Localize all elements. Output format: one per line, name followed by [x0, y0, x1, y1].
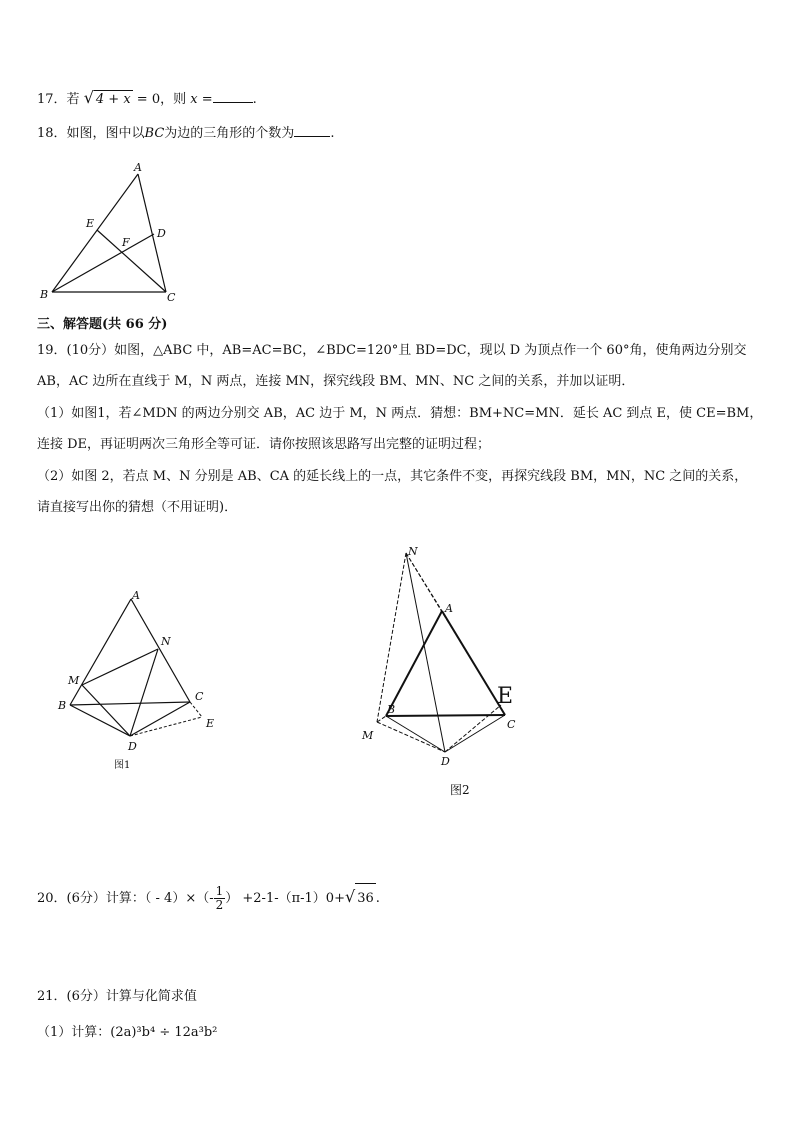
label-C: C — [167, 291, 176, 304]
q17-eq: = — [197, 92, 213, 107]
q18-bc: BC — [144, 126, 165, 141]
q18-rest: 为边的三角形的个数为 — [164, 126, 295, 141]
label-E: E — [86, 217, 95, 230]
answer-blank — [213, 90, 253, 103]
question-17 — [37, 89, 257, 109]
question-20 — [37, 882, 380, 912]
q19-line-3: （1）如图1，若∠MDN 的两边分别交 AB，AC 边于 M，N 两点．猜想：BM+NC=MN．延长 AC 到点 E，使 CE=BM， — [37, 406, 763, 421]
figure-18 — [36, 158, 186, 306]
label-D: D — [128, 740, 137, 753]
q20-pre: 20．(6分）计算：（ - 4）×（- — [37, 891, 214, 906]
q17-number: 17．若 — [37, 92, 80, 107]
radical-sign: √ — [83, 88, 94, 107]
q19-line-5: （2）如图 2，若点 M、N 分别是 AB、CA 的延长线上的一点，其它条件不变，再探究线段 BM，MN，NC 之间的关系， — [37, 469, 748, 484]
q18-end: . — [330, 126, 335, 141]
fraction-denominator: 2 — [215, 898, 224, 912]
label-M: M — [68, 674, 80, 687]
label-D: D — [441, 755, 450, 768]
figure-1 — [50, 585, 230, 780]
label-A: A — [134, 161, 142, 174]
figure-2-caption: 图2 — [450, 783, 470, 797]
q18-number: 18．如图，图中以 — [37, 126, 145, 141]
fraction-numerator: 1 — [215, 884, 224, 898]
section-heading: 三、解答题(共 66 分) — [37, 317, 168, 332]
label-E: E — [497, 684, 514, 709]
label-N: N — [408, 545, 418, 558]
label-N: N — [161, 635, 171, 648]
q20-radicand: 36 — [355, 883, 376, 914]
question-18 — [37, 124, 334, 143]
q21-title: 21．(6分）计算与化简求值 — [37, 989, 197, 1004]
label-B: B — [58, 699, 67, 712]
radical-sign: √ — [344, 887, 356, 906]
figure-1-caption: 图1 — [114, 760, 131, 771]
label-D: D — [157, 227, 166, 240]
q17-var: x — [190, 92, 198, 107]
label-A: A — [132, 589, 140, 602]
q19-line-4: 连接 DE，再证明两次三角形全等可证．请你按照该思路写出完整的证明过程； — [37, 437, 491, 452]
label-C: C — [195, 690, 204, 703]
q19-line-6: 请直接写出你的猜想（不用证明)． — [37, 500, 238, 515]
label-F: F — [122, 236, 130, 249]
q19-line-2: AB，AC 边所在直线于 M，N 两点，连接 MN，探究线段 BM、MN、NC 之间的关系，并加以证明． — [37, 374, 635, 389]
q17-end: . — [252, 92, 257, 107]
label-A: A — [445, 602, 453, 615]
label-M: M — [362, 729, 374, 742]
q20-end: . — [375, 891, 380, 906]
figure-2 — [355, 540, 545, 802]
label-B: B — [387, 703, 396, 716]
label-E: E — [206, 717, 215, 730]
label-B: B — [40, 288, 49, 301]
q20-post: ） +2-1-（π-1）0+ — [225, 891, 345, 906]
fraction — [214, 885, 226, 912]
label-C: C — [507, 718, 516, 731]
q21-part-1: （1）计算：(2a)³b⁴ ÷ 12a³b² — [37, 1025, 218, 1040]
q19-line-1: 19．(10分）如图，△ABC 中，AB=AC=BC，∠BDC=120°且 BD=DC，现以 D 为顶点作一个 60°角，使角两边分别交 — [37, 343, 747, 358]
answer-blank — [294, 124, 330, 137]
q17-mid: = 0，则 — [132, 92, 191, 107]
q17-radicand: 4 + x — [95, 92, 131, 107]
